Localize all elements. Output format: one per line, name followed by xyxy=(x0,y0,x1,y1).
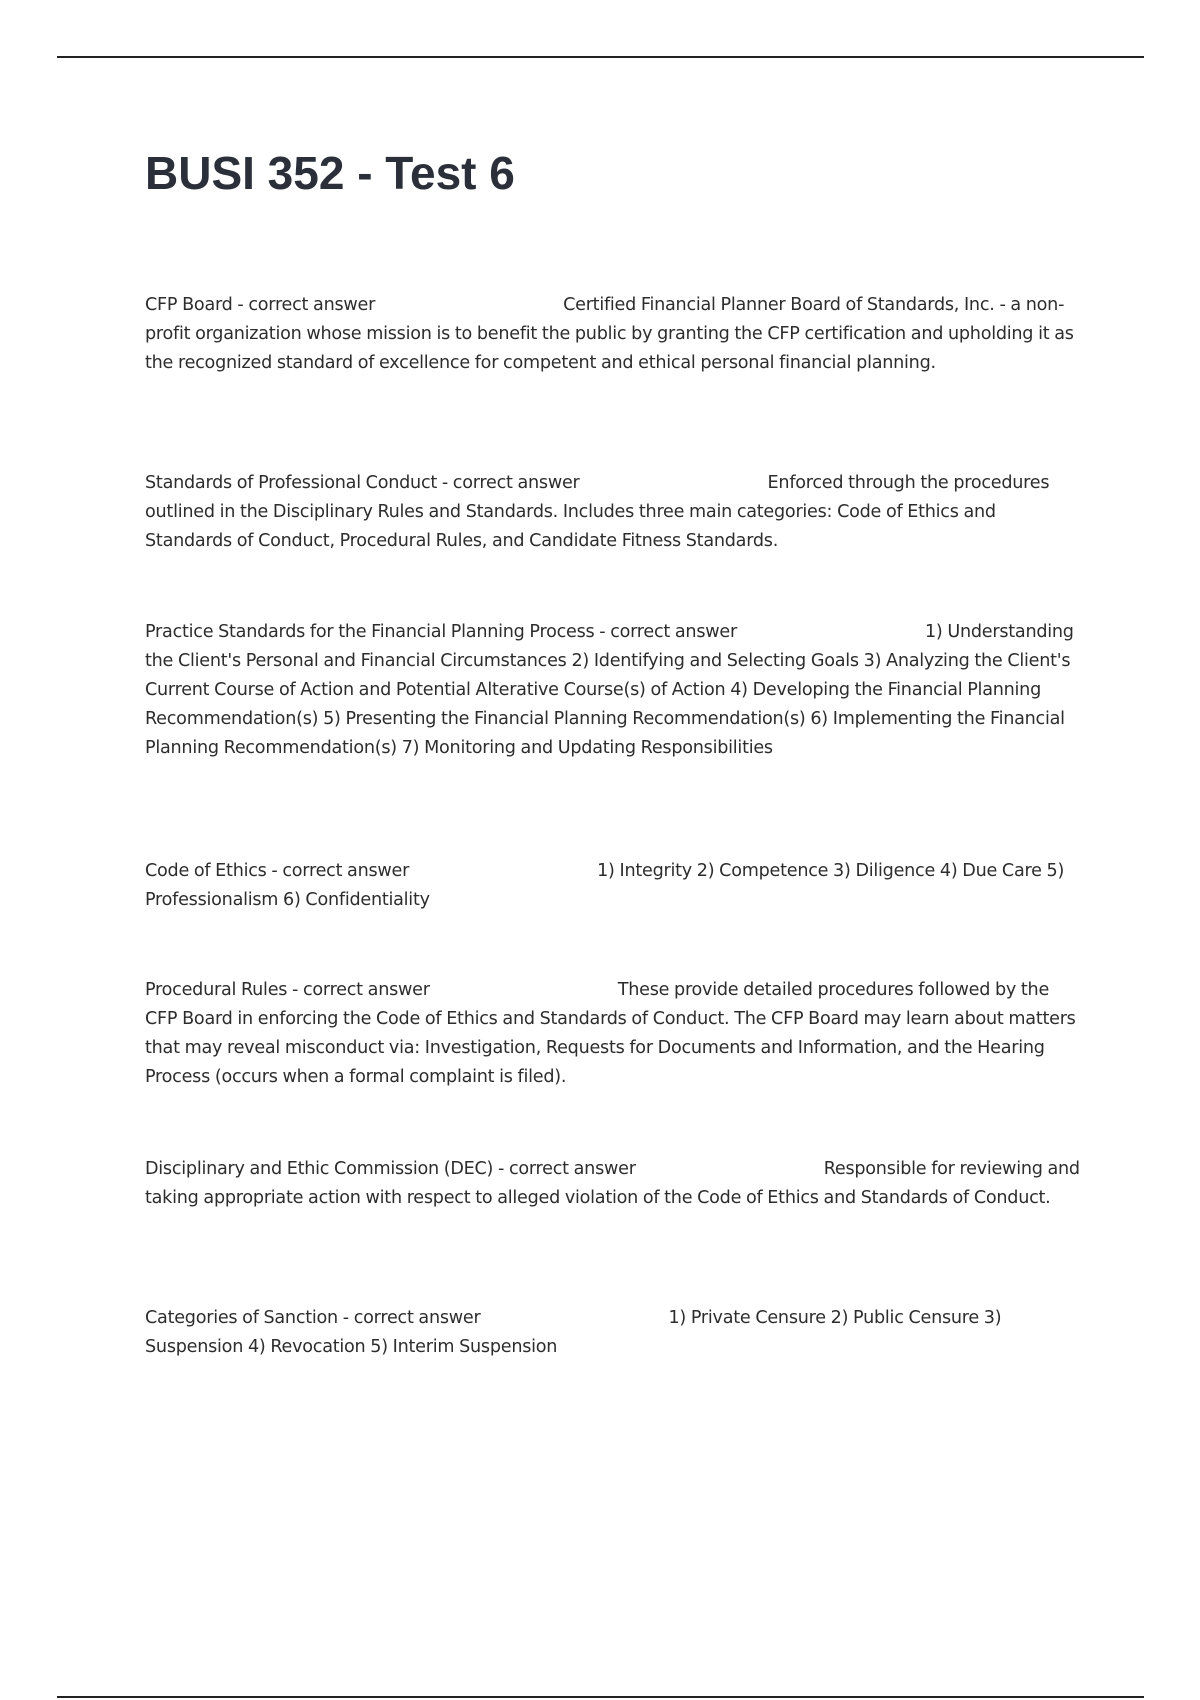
question-term: Categories of Sanction - correct answer xyxy=(145,1308,481,1328)
top-rule xyxy=(57,56,1144,58)
answer-text: Certified Financial Planner Board of Standards, Inc. - a non-profit organization whose mission is to benefit the public by granting the CFP certification and upholding it as the recognized standard of excellence for competent and ethical personal financial planning. xyxy=(145,295,1074,373)
qa-entry xyxy=(145,857,1080,915)
answer-text: 1) Private Censure 2) Public Censure 3) Suspension 4) Revocation 5) Interim Suspension xyxy=(145,1308,1002,1357)
qa-entry xyxy=(145,1155,1080,1213)
question-term: Standards of Professional Conduct - correct answer xyxy=(145,473,580,493)
question-term: Disciplinary and Ethic Commission (DEC) - correct answer xyxy=(145,1159,636,1179)
qa-entry xyxy=(145,291,1080,378)
question-term: CFP Board - correct answer xyxy=(145,295,376,315)
answer-text: 1) Understanding the Client's Personal and Financial Circumstances 2) Identifying and Selecting Goals 3) Analyzing the Client's Current Course of Action and Potential Alterative Course(s) of Action 4) Developing the Financial Planning Recommendation(s) 5) Presenting the Financial Planning Recommendation(s) 6) Implementing the Financial Planning Recommendation(s) 7) Monitoring and Updating Responsibilities xyxy=(145,622,1074,758)
answer-text: Responsible for reviewing and taking appropriate action with respect to alleged violation of the Code of Ethics and Standards of Conduct. xyxy=(145,1159,1080,1208)
question-term: Practice Standards for the Financial Planning Process - correct answer xyxy=(145,622,737,642)
question-term: Code of Ethics - correct answer xyxy=(145,861,410,881)
answer-text: Enforced through the procedures outlined in the Disciplinary Rules and Standards. Includes three main categories: Code of Ethics and Standards of Conduct, Procedural Rules, and Candidate Fitness Standards. xyxy=(145,473,1050,551)
answer-text: 1) Integrity 2) Competence 3) Diligence 4) Due Care 5) Professionalism 6) Confidentiality xyxy=(145,861,1065,910)
answer-text: These provide detailed procedures followed by the CFP Board in enforcing the Code of Ethics and Standards of Conduct. The CFP Board may learn about matters that may reveal misconduct via: Investigation, Requests for Documents and Information, and the Hearing Process (occurs when a formal complaint is filed). xyxy=(145,980,1076,1087)
page-title: BUSI 352 - Test 6 xyxy=(145,147,515,199)
qa-entry xyxy=(145,469,1080,556)
question-term: Procedural Rules - correct answer xyxy=(145,980,430,1000)
qa-entry xyxy=(145,618,1080,763)
qa-entry xyxy=(145,976,1080,1092)
bottom-rule xyxy=(57,1696,1144,1698)
qa-entry xyxy=(145,1304,1080,1362)
